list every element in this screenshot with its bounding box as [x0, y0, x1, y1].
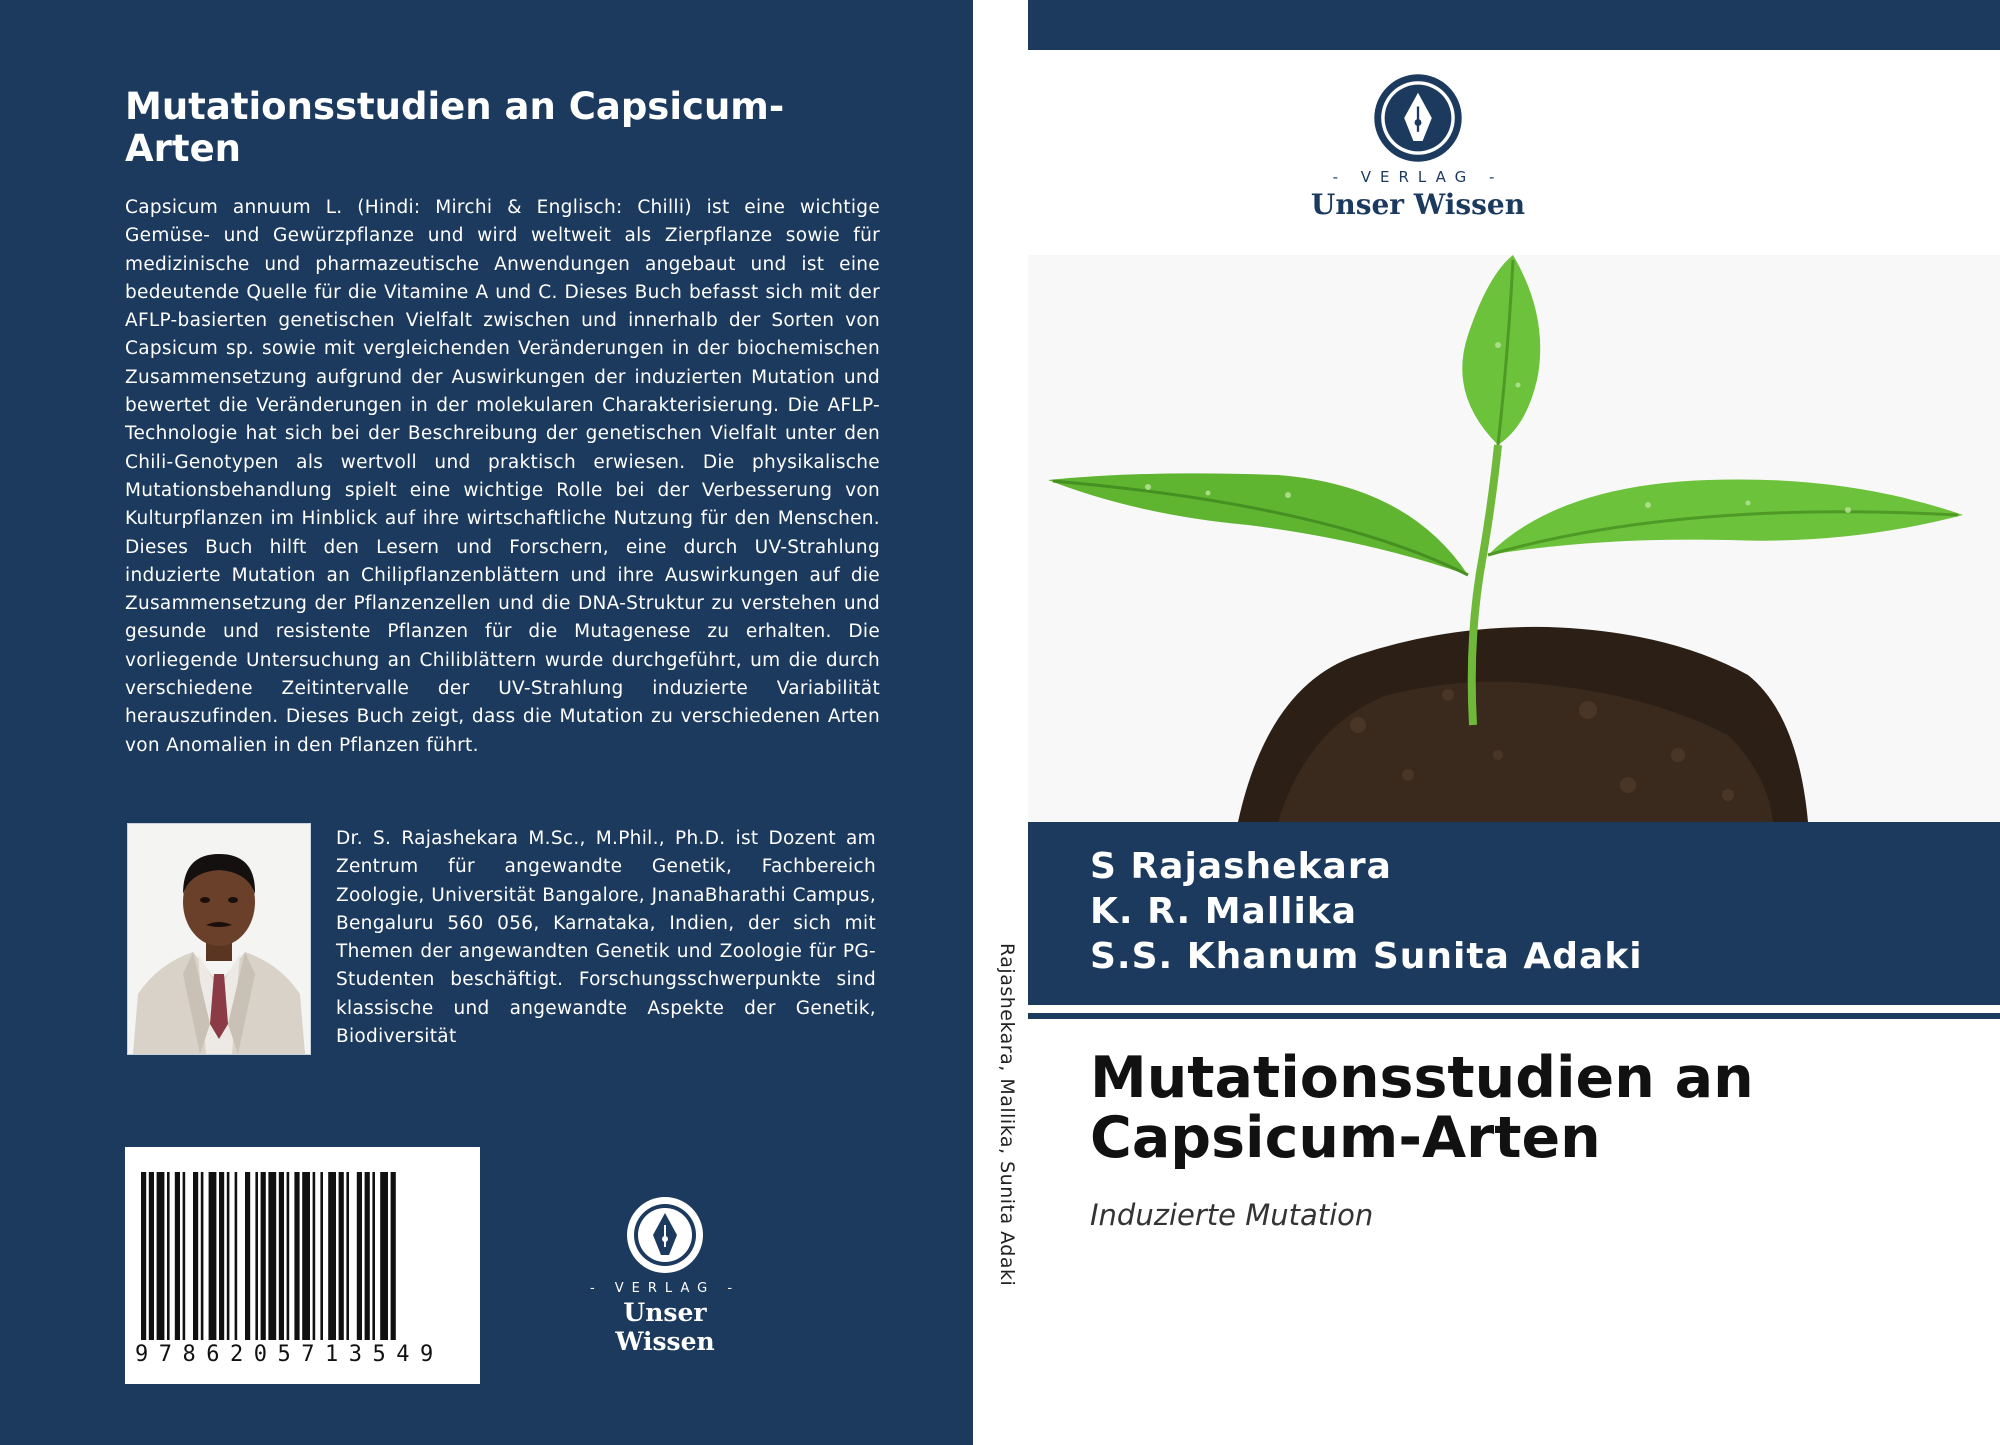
barcode-bar: [149, 1172, 154, 1340]
barcode-bars: [137, 1172, 467, 1340]
barcode-bar: [339, 1172, 344, 1340]
fountain-pen-nib-icon: [1372, 72, 1464, 164]
barcode-bar: [157, 1172, 165, 1340]
publisher-logo-front: [1268, 72, 1568, 221]
barcode-bar: [391, 1172, 396, 1340]
barcode-bar: [227, 1172, 230, 1340]
barcode-bar: [141, 1172, 146, 1340]
top-color-bar: [1028, 0, 2000, 50]
barcode-bar: [167, 1172, 170, 1340]
book-title: Mutationsstudien an Capsicum-Arten: [1090, 1045, 1754, 1171]
back-cover-title: Mutationsstudien an Capsicum-Arten: [125, 85, 785, 170]
barcode-bar: [175, 1172, 180, 1340]
barcode-bar: [261, 1172, 266, 1340]
barcode-bar: [294, 1172, 299, 1340]
barcode-bar: [201, 1172, 204, 1340]
isbn-digits: 9786205713549: [135, 1342, 444, 1367]
barcode-bar: [313, 1172, 316, 1340]
publisher-name-front: Unser Wissen: [1310, 188, 1526, 221]
barcode-bar: [287, 1172, 290, 1340]
author-bio: Dr. S. Rajashekara M.Sc., M.Phil., Ph.D. ist Dozent am Zentrum für angewandte Genetik, Fachbereich Zoologie, Universität Bangalore, JnanaBharathi Campus, Bengaluru 560 056, Karnataka, Indien, der sich mit Themen der angewandten Genetik und Zoologie für PG-Studenten beschäftigt. Forschungsschwerpunkte sind klassische und angewandte Aspekte der Genetik, Biodiversität: [336, 828, 876, 1048]
fountain-pen-nib-icon: [625, 1195, 705, 1275]
spine-authors: Rajashekara, Mallika, Sunita Adaki: [996, 943, 1018, 1287]
barcode-bar: [268, 1172, 276, 1340]
barcode-bar: [183, 1172, 186, 1340]
barcode-bar: [255, 1172, 258, 1340]
author-name: S.S. Khanum Sunita Adaki: [1090, 936, 1643, 977]
barcode-bar: [193, 1172, 198, 1340]
barcode-bar: [328, 1172, 336, 1340]
isbn-barcode: [125, 1147, 480, 1384]
publisher-tag-front: - VERLAG -: [1332, 168, 1504, 186]
publisher-logo-back: [575, 1195, 755, 1356]
book-subtitle: Induzierte Mutation: [1090, 1198, 1374, 1232]
barcode-bar: [245, 1172, 250, 1340]
author-name: K. R. Mallika: [1090, 891, 1358, 932]
barcode-bar: [346, 1172, 349, 1340]
back-cover: [0, 0, 973, 1445]
barcode-bar: [372, 1172, 375, 1340]
authors-band: [1028, 822, 2000, 1005]
barcode-bar: [302, 1172, 310, 1340]
publisher-tag-back: - VERLAG -: [589, 1281, 741, 1296]
barcode-bar: [380, 1172, 388, 1340]
book-description: Capsicum annuum L. (Hindi: Mirchi & Englisch: Chilli) ist eine wichtige Gemüse- und Gewürzpflanze und wird weltweit als Zierpflanze sowie für medizinische und pharmazeutische Anwendungen angebaut und ist eine bedeutende Quelle für die Vitamine A und C. Dieses Buch befasst sich mit der AFLP-basierten genetischen Vielfalt zwischen und innerhalb der Sorten von Capsicum sp. sowie mit vergleichenden Veränderungen in der biochemischen Zusammensetzung aufgrund der Auswirkungen der induzierten Mutation und bewertet die Veränderungen in der molekularen Charakterisierung. Die AFLP-Technologie hat sich bei der Beschreibung der genetischen Vielfalt unter den Chili-Genotypen als wertvoll und praktisch erwiesen. Die physikalische Mutationsbehandlung spielt eine wichtige Rolle bei der Verbesserung von Kulturpflanzen im Hinblick auf ihre wirtschaftliche Nutzung für den Menschen. Dieses Buch hilft den Lesern und Forschern, eine durch UV-Strahlung induzierte Mutation an Chilipflanzenblättern und ihre Auswirkungen auf die Zusammensetzung der Pflanzenzellen und die DNA-Struktur zu verstehen und gesunde und resistente Pflanzen für die Mutagenese zu erhalten. Die vorliegende Untersuchung an Chiliblättern wurde durchgeführt, um die durch verschiedene Zeitintervalle der UV-Strahlung induzierte Variabilität herauszufinden. Dieses Buch zeigt, dass die Mutation zu verschiedenen Arten von Anomalien in den Pflanzen führt.: [125, 197, 880, 756]
publisher-name-back: Unser Wissen: [615, 1298, 715, 1356]
barcode-bar: [357, 1172, 362, 1340]
divider-rule: [1028, 1013, 2000, 1019]
author-portrait-image: [128, 824, 310, 1054]
seedling-image: [1028, 255, 2000, 822]
barcode-bar: [235, 1172, 238, 1340]
barcode-bar: [365, 1172, 370, 1340]
front-cover: [1028, 0, 2000, 1445]
author-name: S Rajashekara: [1090, 846, 1392, 887]
barcode-bar: [320, 1172, 323, 1340]
author-photo: [127, 823, 311, 1055]
barcode-bar: [209, 1172, 217, 1340]
barcode-bar: [279, 1172, 284, 1340]
barcode-bar: [219, 1172, 224, 1340]
